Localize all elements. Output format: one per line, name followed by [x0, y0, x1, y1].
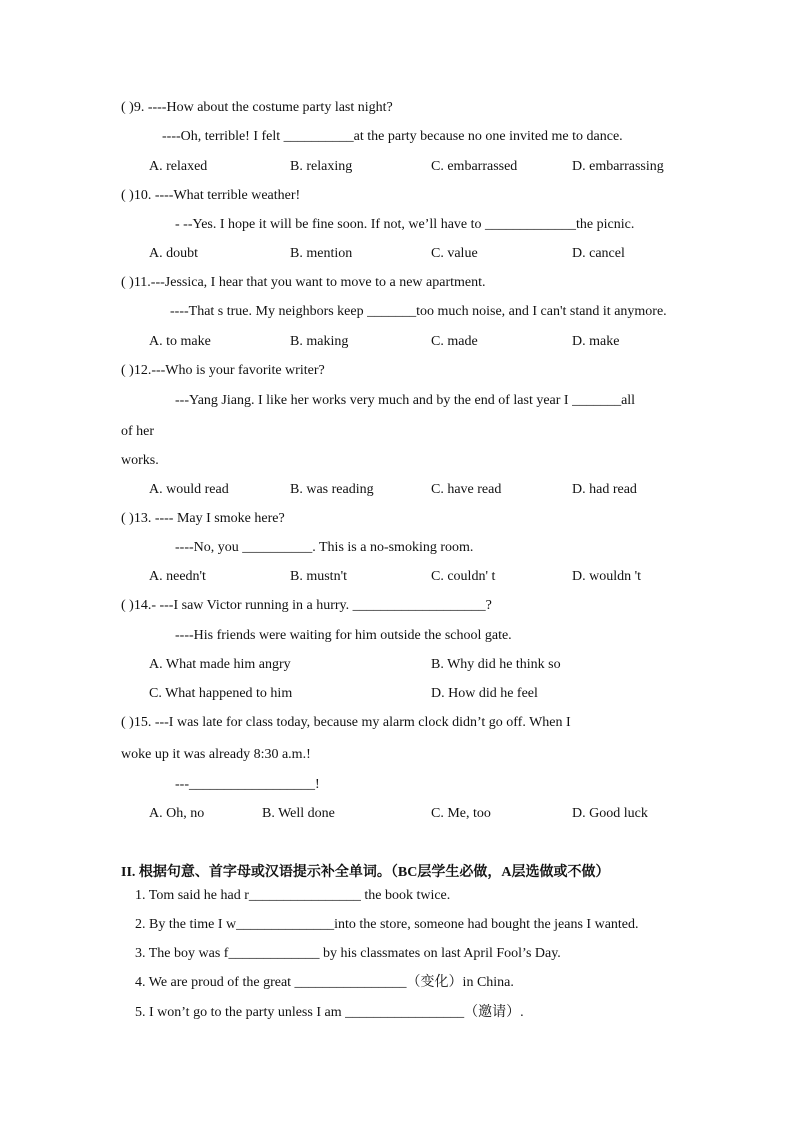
question-12-reply-continued: of her	[121, 424, 155, 439]
option-a: A. Oh, no	[149, 806, 205, 821]
option-a: A. needn't	[149, 569, 206, 584]
option-b: B. Why did he think so	[431, 657, 561, 672]
option-a: A. would read	[149, 482, 229, 497]
option-b: B. was reading	[290, 482, 374, 497]
option-c: C. Me, too	[431, 806, 491, 821]
fill-in-item-2: 2. By the time I w______________into the store, someone had bought the jeans I wanted.	[135, 917, 639, 932]
option-c: C. embarrassed	[431, 159, 518, 174]
question-15-stem-continued: woke up it was already 8:30 a.m.!	[121, 747, 311, 762]
question-15-stem: ( )15. ---I was late for class today, because my alarm clock didn’t go off. When I	[121, 715, 571, 730]
option-d: D. had read	[572, 482, 637, 497]
question-10-stem: ( )10. ----What terrible weather!	[121, 188, 301, 203]
question-14-reply: ----His friends were waiting for him outside the school gate.	[175, 628, 512, 643]
fill-in-item-5: 5. I won’t go to the party unless I am _________________（邀请）.	[135, 1005, 524, 1020]
option-b: B. relaxing	[290, 159, 353, 174]
section-heading: II. 根据句意、首字母或汉语提示补全单词。（BC层学生必做，A层选做或不做）	[121, 865, 610, 880]
option-c: C. value	[431, 246, 478, 261]
option-b: B. mustn't	[290, 569, 347, 584]
option-a: A. to make	[149, 334, 211, 349]
question-11-stem: ( )11.---Jessica, I hear that you want to move to a new apartment.	[121, 275, 486, 290]
question-12-reply: ---Yang Jiang. I like her works very much and by the end of last year I _______all	[175, 393, 636, 408]
question-12-reply-continued: works.	[121, 453, 159, 468]
option-a: A. doubt	[149, 246, 198, 261]
option-d: D. make	[572, 334, 620, 349]
option-c: C. made	[431, 334, 478, 349]
option-c: C. have read	[431, 482, 502, 497]
fill-in-item-3: 3. The boy was f_____________ by his classmates on last April Fool’s Day.	[135, 946, 561, 961]
fill-in-item-4: 4. We are proud of the great ________________（变化）in China.	[135, 975, 514, 990]
question-13-stem: ( )13. ---- May I smoke here?	[121, 511, 285, 526]
option-c: C. couldn' t	[431, 569, 496, 584]
question-15-reply: ---__________________!	[175, 777, 320, 792]
question-14-stem: ( )14.- ---I saw Victor running in a hurry. ___________________?	[121, 598, 492, 613]
question-9-stem: ( )9. ----How about the costume party last night?	[121, 100, 393, 115]
option-b: B. making	[290, 334, 349, 349]
option-d: D. cancel	[572, 246, 625, 261]
option-d: D. wouldn 't	[572, 569, 642, 584]
option-a: A. What made him angry	[149, 657, 291, 672]
option-a: A. relaxed	[149, 159, 208, 174]
option-b: B. Well done	[262, 806, 335, 821]
question-9-reply: ----Oh, terrible! I felt __________at the party because no one invited me to dance.	[162, 129, 623, 144]
option-b: B. mention	[290, 246, 353, 261]
question-10-reply: - --Yes. I hope it will be fine soon. If not, we’ll have to _____________the picnic.	[175, 217, 635, 232]
option-d: D. How did he feel	[431, 686, 538, 701]
fill-in-item-1: 1. Tom said he had r________________ the book twice.	[135, 888, 451, 903]
question-12-stem: ( )12.---Who is your favorite writer?	[121, 363, 325, 378]
option-c: C. What happened to him	[149, 686, 293, 701]
option-d: D. Good luck	[572, 806, 648, 821]
question-13-reply: ----No, you __________. This is a no-smoking room.	[175, 540, 474, 555]
question-11-reply: ----That s true. My neighbors keep _______too much noise, and I can't stand it anymore.	[170, 304, 667, 319]
option-d: D. embarrassing	[572, 159, 664, 174]
